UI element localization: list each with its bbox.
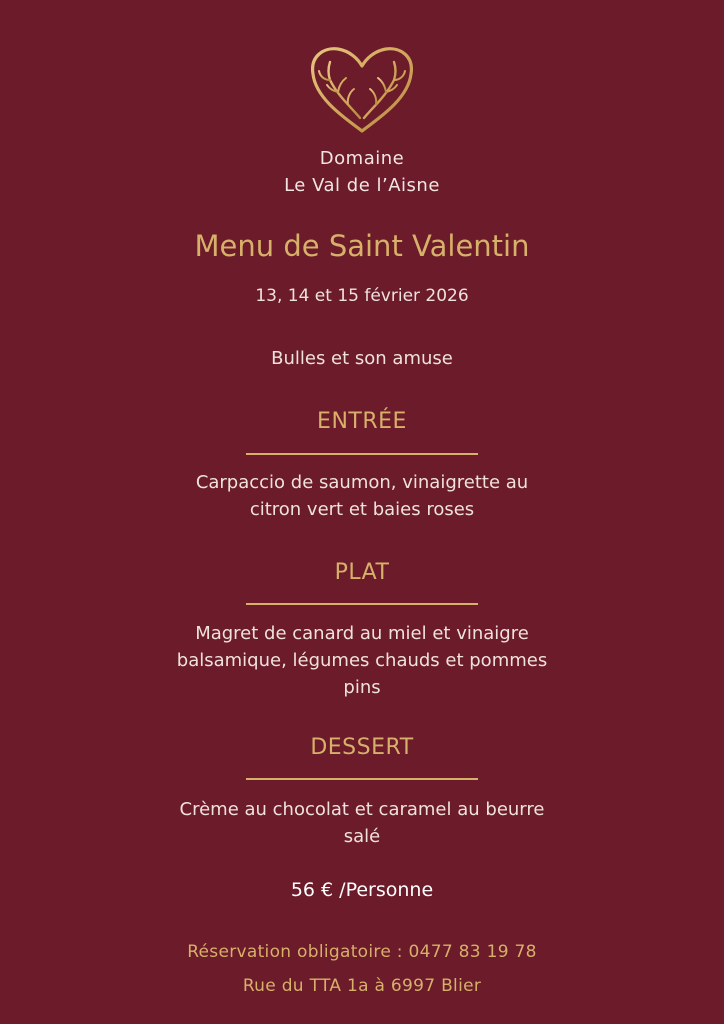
heart-antlers-icon [308, 44, 416, 136]
section-divider [246, 603, 478, 605]
plat-description [0, 620, 724, 701]
brand-name [0, 145, 724, 199]
plat-line: Magret de canard au miel et vinaigre [195, 623, 529, 644]
dessert-line: salé [343, 826, 381, 847]
brand-line2: Le Val de l’Aisne [284, 175, 440, 196]
entree-line: citron vert et baies roses [249, 499, 475, 520]
section-title-entree: ENTRÉE [317, 409, 407, 434]
dessert-line: Crème au chocolat et caramel au beurre [179, 799, 545, 820]
entree-description [0, 469, 724, 523]
dessert-description [0, 796, 724, 850]
section-title-dessert: DESSERT [310, 735, 414, 760]
entree-line: Carpaccio de saumon, vinaigrette au [195, 472, 529, 493]
section-title-plat: PLAT [334, 560, 390, 585]
menu-dates: 13, 14 et 15 février 2026 [255, 286, 469, 306]
section-divider [246, 453, 478, 455]
price: 56 € /Personne [290, 879, 434, 901]
address: Rue du TTA 1a à 6997 Blier [242, 976, 482, 996]
section-divider [246, 778, 478, 780]
reservation-phone: Réservation obligatoire : 0477 83 19 78 [187, 942, 537, 962]
amuse-bouche: Bulles et son amuse [271, 348, 453, 369]
plat-line: pins [343, 677, 381, 698]
menu-title: Menu de Saint Valentin [194, 229, 530, 263]
brand-line1: Domaine [319, 148, 405, 169]
plat-line: balsamique, légumes chauds et pommes [176, 650, 548, 671]
